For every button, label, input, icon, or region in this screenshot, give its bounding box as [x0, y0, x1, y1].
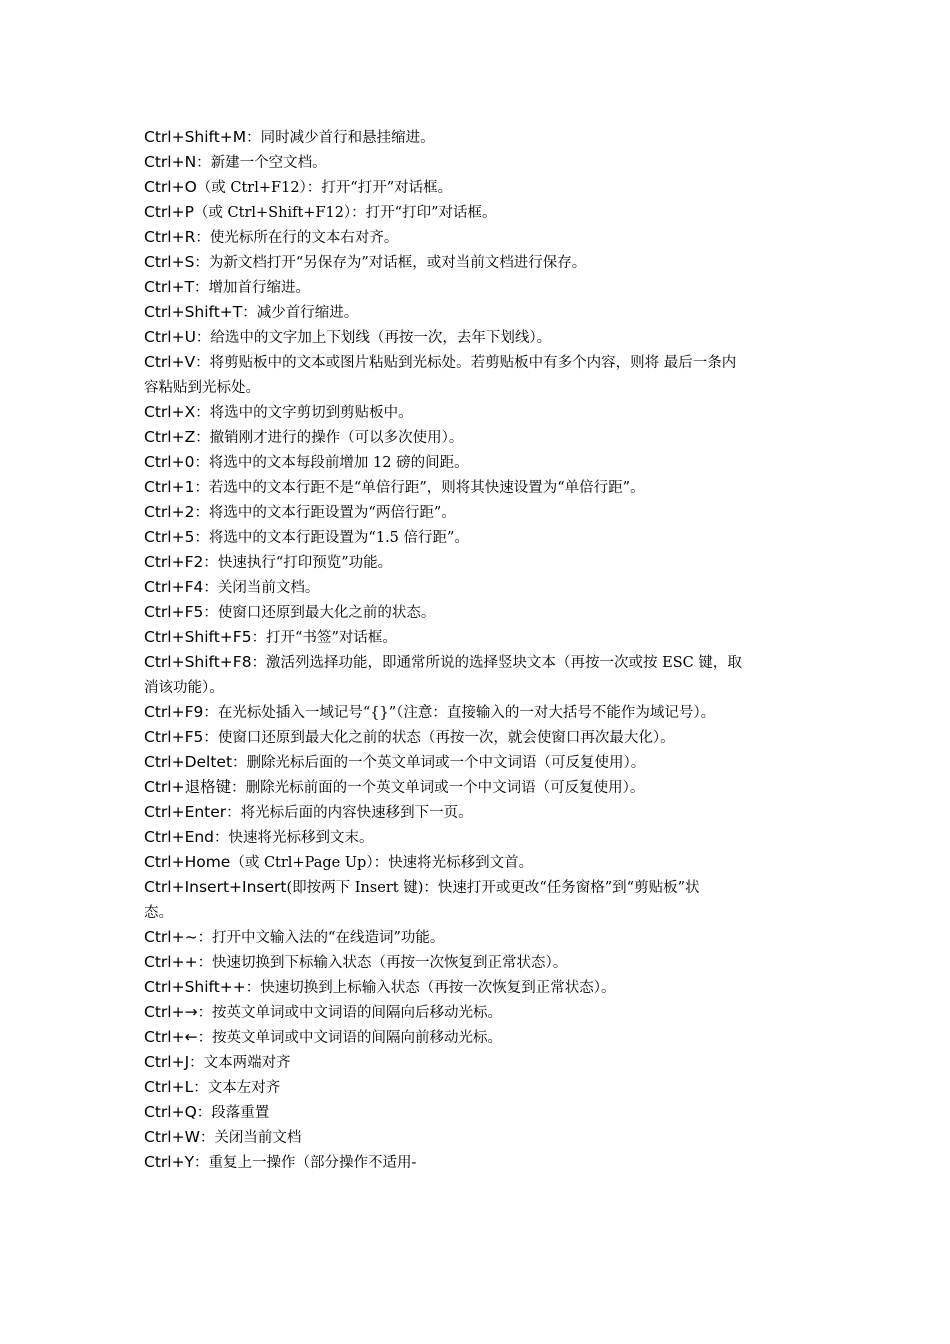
shortcut-key: Ctrl+Shift+M [144, 128, 247, 146]
shortcut-line [144, 675, 812, 700]
shortcut-key: Ctrl+O [144, 178, 197, 196]
shortcut-line [144, 450, 812, 475]
shortcut-key: Ctrl+Deltet [144, 753, 233, 771]
shortcut-key: Ctrl+Shift++ [144, 978, 246, 996]
shortcut-key: Ctrl+F2 [144, 553, 204, 571]
shortcut-key: Ctrl+W [144, 1128, 200, 1146]
shortcut-line [144, 275, 812, 300]
shortcut-key: Ctrl+Shift+F5 [144, 628, 252, 646]
shortcut-key: Ctrl+退格键 [144, 778, 232, 796]
shortcut-line [144, 1000, 812, 1025]
shortcut-description: ：关闭当前文档 [199, 1130, 302, 1146]
shortcut-key: Ctrl+→ [144, 1003, 198, 1021]
shortcut-description: ：激活列选择功能，即通常所说的选择竖块文本（再按一次或按 ESC 键，取 [251, 655, 742, 671]
shortcut-description: ：为新文档打开“另保存为”对话框，或对当前文档进行保存。 [194, 255, 587, 271]
shortcut-description: 容粘贴到光标处。 [144, 380, 260, 396]
shortcut-description: ：按英文单词或中文词语的间隔向后移动光标。 [197, 1005, 503, 1021]
shortcut-description: ：给选中的文字加上下划线（再按一次，去年下划线）。 [195, 330, 552, 346]
shortcut-description: ：在光标处插入一域记号“{}”（注意：直接输入的一对大括号不能作为域记号）。 [203, 705, 716, 721]
shortcut-description: ：将剪贴板中的文本或图片粘贴到光标处。若剪贴板中有多个内容，则将 最后一条内 [195, 355, 737, 371]
shortcut-description: ：使窗口还原到最大化之前的状态。 [203, 605, 436, 621]
shortcut-description: ：将选中的文本每段前增加 12 磅的间距。 [194, 455, 469, 471]
shortcut-key: Ctrl+F5 [144, 603, 204, 621]
shortcut-key: Ctrl+V [144, 353, 196, 371]
shortcut-line [144, 600, 812, 625]
shortcut-key: Ctrl+X [144, 403, 196, 421]
shortcut-key: Ctrl+Enter [144, 803, 227, 821]
shortcut-key: Ctrl+F9 [144, 703, 204, 721]
shortcut-line [144, 300, 812, 325]
shortcut-line [144, 650, 812, 675]
shortcut-description: ：快速切换到上标输入状态（再按一次恢复到正常状态）。 [245, 980, 616, 996]
shortcut-key: Ctrl+1 [144, 478, 195, 496]
shortcut-description: （或 Ctrl+Page Up）：快速将光标移到文首。 [230, 855, 534, 871]
shortcut-line [144, 825, 812, 850]
shortcut-description: 消该功能）。 [144, 680, 224, 696]
shortcut-line [144, 800, 812, 825]
shortcut-description: ：若选中的文本行距不是“单倍行距”，则将其快速设置为“单倍行距”。 [194, 480, 645, 496]
shortcut-description: ：快速切换到下标输入状态（再按一次恢复到正常状态）。 [197, 955, 568, 971]
shortcut-description: ：撤销刚才进行的操作（可以多次使用）。 [195, 430, 464, 446]
shortcut-line [144, 475, 812, 500]
shortcut-key: Ctrl+N [144, 153, 197, 171]
shortcut-description: （或 Ctrl+F12）：打开“打开”对话框。 [196, 180, 453, 196]
shortcut-line [144, 900, 812, 925]
shortcut-line [144, 575, 812, 600]
shortcut-line [144, 950, 812, 975]
shortcut-key: Ctrl+Shift+T [144, 303, 243, 321]
shortcut-line [144, 550, 812, 575]
shortcut-key: Ctrl+End [144, 828, 215, 846]
shortcut-line [144, 425, 812, 450]
shortcut-line [144, 150, 812, 175]
shortcut-key: Ctrl+Home [144, 853, 231, 871]
shortcut-key: Ctrl+Y [144, 1153, 195, 1171]
shortcut-description: ：打开中文输入法的“在线造词”功能。 [197, 930, 445, 946]
shortcut-description: ：快速执行“打印预览”功能。 [203, 555, 393, 571]
shortcut-description: ：减少首行缩进。 [242, 305, 359, 321]
shortcut-line [144, 725, 812, 750]
shortcut-description: 态。 [144, 905, 173, 921]
shortcut-description: ：同时减少首行和悬挂缩进。 [246, 130, 435, 146]
shortcut-key: Ctrl+Q [144, 1103, 197, 1121]
shortcut-key: Ctrl+5 [144, 528, 195, 546]
shortcut-key: Ctrl+R [144, 228, 196, 246]
shortcut-line [144, 1075, 812, 1100]
shortcut-description: ：使窗口还原到最大化之前的状态（再按一次，就会使窗口再次最大化）。 [203, 730, 675, 746]
shortcut-line [144, 125, 812, 150]
shortcut-key: Ctrl+0 [144, 453, 195, 471]
shortcut-line [144, 625, 812, 650]
shortcut-description: (即按两下 Insert 键)：快速打开或更改“任务窗格”到“剪贴板”状 [286, 880, 700, 896]
shortcut-line [144, 975, 812, 1000]
shortcut-description: ：将光标后面的内容快速移到下一页。 [226, 805, 473, 821]
shortcut-key: Ctrl+← [144, 1028, 198, 1046]
shortcut-description: ：段落重置 [196, 1105, 270, 1121]
shortcut-line [144, 325, 812, 350]
shortcut-line [144, 925, 812, 950]
shortcut-line [144, 350, 812, 375]
shortcut-description: ：使光标所在行的文本右对齐。 [195, 230, 399, 246]
shortcut-line [144, 700, 812, 725]
shortcut-description: ：删除光标后面的一个英文单词或一个中文词语（可反复使用）。 [232, 755, 646, 771]
shortcut-description: ：增加首行缩进。 [194, 280, 311, 296]
shortcut-line [144, 175, 812, 200]
shortcut-description: ：打开“书签”对话框。 [251, 630, 397, 646]
shortcut-line [144, 775, 812, 800]
shortcut-key: Ctrl+2 [144, 503, 195, 521]
shortcut-line [144, 1025, 812, 1050]
shortcut-description: ：新建一个空文档。 [196, 155, 327, 171]
shortcut-description: （或 Ctrl+Shift+F12）：打开“打印”对话框。 [193, 205, 497, 221]
shortcut-line [144, 500, 812, 525]
shortcut-description: ：将选中的文字剪切到剪贴板中。 [195, 405, 413, 421]
shortcut-line [144, 1150, 812, 1175]
shortcut-key: Ctrl+Shift+F8 [144, 653, 252, 671]
shortcut-line [144, 225, 812, 250]
shortcut-line [144, 1050, 812, 1075]
shortcut-key: Ctrl+F5 [144, 728, 204, 746]
shortcut-line [144, 1125, 812, 1150]
shortcut-line [144, 400, 812, 425]
shortcut-description: ：按英文单词或中文词语的间隔向前移动光标。 [197, 1030, 503, 1046]
shortcut-line [144, 850, 812, 875]
shortcut-key: Ctrl++ [144, 953, 198, 971]
shortcut-description: ：将选中的文本行距设置为“两倍行距”。 [194, 505, 456, 521]
shortcut-description: ：重复上一操作（部分操作不适用- [194, 1155, 417, 1171]
shortcut-description: ：文本两端对齐 [189, 1055, 291, 1071]
shortcut-description: ：关闭当前文档。 [203, 580, 320, 596]
shortcut-key: Ctrl+P [144, 203, 194, 221]
shortcut-key: Ctrl+U [144, 328, 196, 346]
shortcut-line [144, 750, 812, 775]
shortcut-key: Ctrl+T [144, 278, 195, 296]
shortcut-line [144, 875, 812, 900]
shortcut-key: Ctrl+J [144, 1053, 190, 1071]
shortcut-line [144, 1100, 812, 1125]
shortcut-key: Ctrl+Z [144, 428, 196, 446]
shortcut-description: ：删除光标前面的一个英文单词或一个中文词语（可反复使用）。 [231, 780, 645, 796]
shortcut-line [144, 525, 812, 550]
shortcut-key: Ctrl+F4 [144, 578, 204, 596]
shortcut-description: ：文本左对齐 [193, 1080, 281, 1096]
shortcut-line [144, 200, 812, 225]
shortcut-line [144, 375, 812, 400]
shortcut-description: ：将选中的文本行距设置为“1.5 倍行距”。 [194, 530, 469, 546]
shortcut-key: Ctrl+L [144, 1078, 194, 1096]
shortcut-line [144, 250, 812, 275]
shortcut-description: ：快速将光标移到文末。 [214, 830, 374, 846]
shortcut-key: Ctrl+Insert+Insert [144, 878, 287, 896]
shortcut-key: Ctrl+S [144, 253, 195, 271]
shortcut-key: Ctrl+~ [144, 928, 198, 946]
shortcut-list [144, 125, 812, 1175]
